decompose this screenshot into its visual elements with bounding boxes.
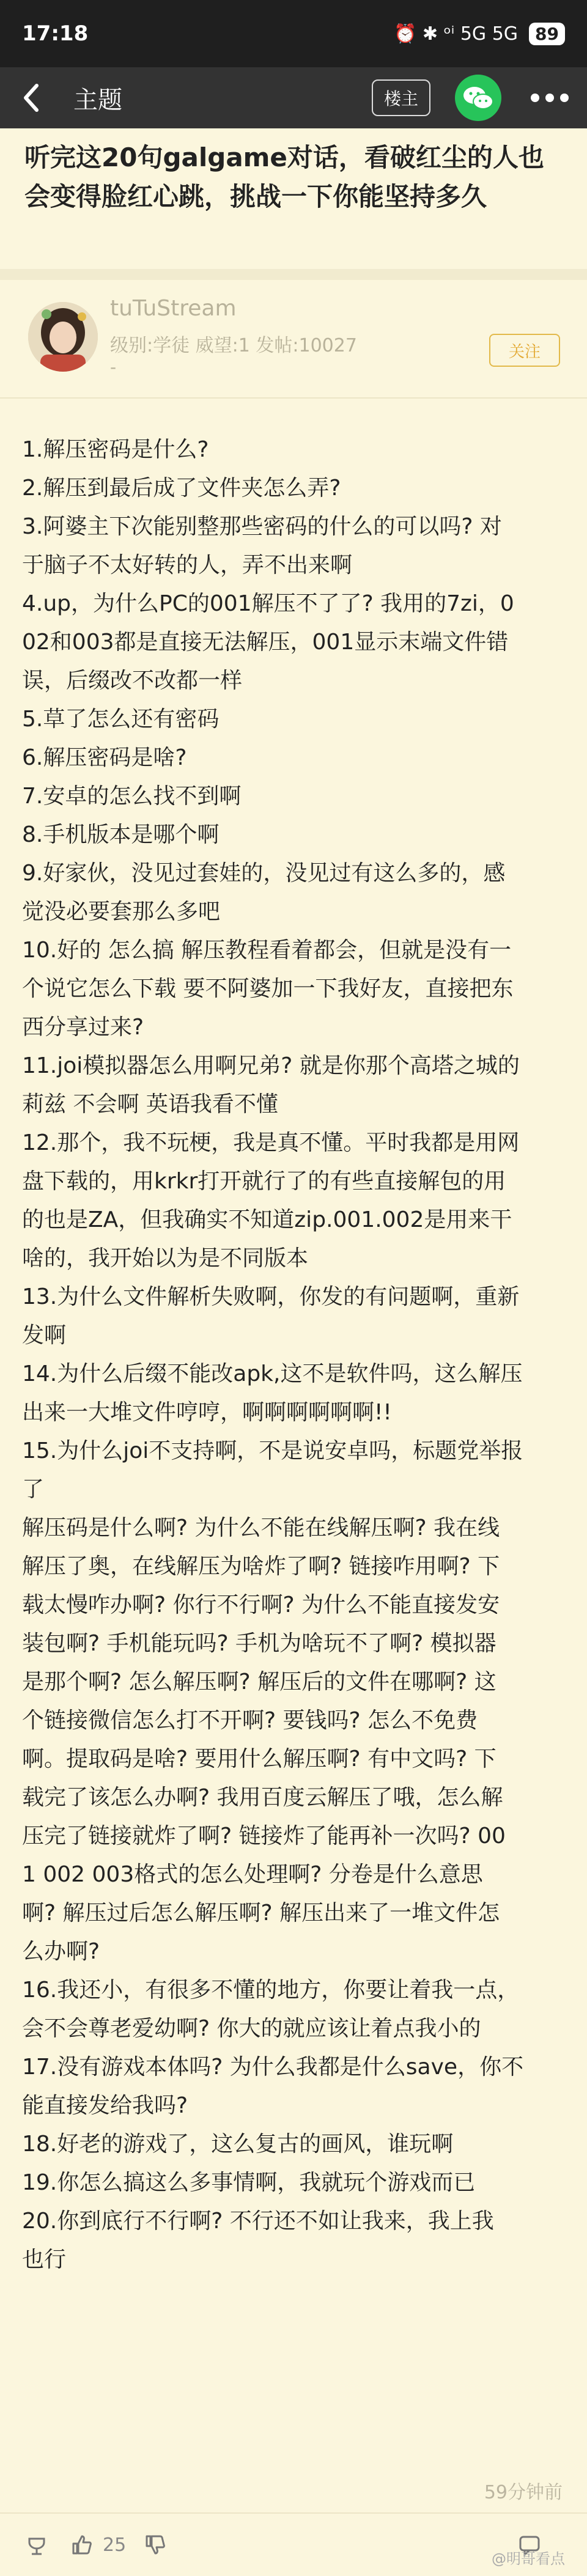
post-line: 1.解压密码是什么? [22,437,209,462]
post-line: 莉兹 不会啊 英语我看不懂 [22,1092,278,1117]
post-line: 觉没必要套那么多吧 [22,899,221,924]
post-line: 是那个啊? 怎么解压啊? 解压后的文件在哪啊? 这 [22,1669,497,1695]
post-line: 18.好老的游戏了，这么复古的画风，谁玩啊 [22,2132,454,2157]
post-line: 解压了奥，在线解压为啥炸了啊? 链接咋用啊? 下 [22,1554,500,1579]
post-line: 3.阿婆主下次能别整那些密码的什么的可以吗? 对 [22,514,502,539]
post-line: 17.没有游戏本体吗? 为什么我都是什么save，你不 [22,2055,524,2080]
post-line: 载完了该怎么办啊? 我用百度云解压了哦，怎么解 [22,1785,503,1810]
post-line: 了 [22,1477,45,1502]
author-signature: - [110,357,117,377]
watermark: @明哥看点 [492,2550,565,2567]
more-icon[interactable] [531,94,569,102]
post-title: 听完这20句galgame对话，看破红尘的人也会变得脸红心跳，挑战一下你能坚持多久 [24,142,544,212]
follow-button[interactable]: 关注 [489,334,560,367]
post-line: 5.草了怎么还有密码 [22,707,220,732]
post-line: 于脑子不太好转的人，弄不出来啊 [22,553,353,578]
post-line: 装包啊? 手机能玩吗? 手机为啥玩不了啊? 模拟器 [22,1631,497,1656]
post-line: 10.好的 怎么搞 解压教程看着都会，但就是没有一 [22,938,512,963]
post-line: 02和003都是直接无法解压，001显示末端文件错 [22,630,509,655]
like-count: 25 [103,2534,127,2556]
dislike-icon[interactable] [143,2533,168,2557]
owner-only-button[interactable]: 楼主 [372,79,430,116]
post-line: 西分享过来? [22,1015,144,1040]
post-line: 7.安卓的怎么找不到啊 [22,784,242,809]
post-line: 11.joi模拟器怎么用啊兄弟? 就是你那个高塔之城的 [22,1053,520,1078]
title-divider [0,269,587,280]
nav-bar [0,67,587,128]
wechat-share-icon[interactable] [455,75,501,121]
status-icons: ⏰ ✱ ᵒⁱ 5G 5G [393,23,519,45]
post-line: 15.为什么joi不支持啊，不是说安卓吗，标题党举报 [22,1438,523,1463]
post-line: 啊。提取码是啥? 要用什么解压啊? 有中文吗? 下 [22,1746,497,1772]
post-line: 2.解压到最后成了文件夹怎么弄? [22,476,341,501]
post-line: 12.那个，我不玩梗，我是真不懂。平时我都是用网 [22,1130,520,1155]
author-divider [0,397,587,399]
post-line: 8.手机版本是哪个啊 [22,822,220,847]
back-icon[interactable] [18,79,43,116]
post-body [22,430,566,2279]
post-line: 么办啊? [22,1939,100,1964]
status-indicators [394,23,565,45]
post-line: 20.你到底行不行啊? 不行还不如让我来，我上我 [22,2209,494,2234]
post-line: 会不会尊老爱幼啊? 你大的就应该让着点我小的 [22,2016,481,2041]
post-line: 载太慢咋办啊? 你行不行啊? 为什么不能直接发安 [22,1592,500,1617]
author-meta: 级别:学徒 威望:1 发帖:10027 [110,335,357,356]
post-line: 发啊 [22,1323,67,1348]
status-bar [0,0,587,67]
post-line: 盘下载的，用krkr打开就行了的有些直接解包的用 [22,1169,506,1194]
post-line: 出来一大堆文件哼哼，啊啊啊啊啊啊!! [22,1400,392,1425]
nav-title: 主题 [73,86,122,114]
post-line: 啥的，我开始以为是不同版本 [22,1246,309,1271]
post-line: 6.解压密码是啥? [22,745,187,770]
post-line: 也行 [22,2247,67,2272]
post-line: 啊? 解压过后怎么解压啊? 解压出来了一堆文件怎 [22,1901,500,1926]
thumbs-up-icon [70,2533,94,2557]
avatar[interactable] [28,302,98,372]
post-line: 19.你怎么搞这么多事情啊，我就玩个游戏而已 [22,2170,476,2195]
post-line: 个链接微信怎么打不开啊? 要钱吗? 怎么不免费 [22,1708,478,1733]
post-line: 解压码是什么啊? 为什么不能在线解压啊? 我在线 [22,1515,500,1540]
post-line: 个说它怎么下载 要不阿婆加一下我好友，直接把东 [22,976,514,1001]
post-line: 13.为什么文件解析失败啊，你发的有问题啊，重新 [22,1284,520,1309]
post-line: 4.up，为什么PC的001解压不了了? 我用的7zi，0 [22,591,514,616]
post-line: 能直接发给我吗? [22,2093,188,2118]
battery-icon: 89 [529,23,565,45]
post-line: 14.为什么后缀不能改apk,这不是软件吗，这么解压 [22,1361,523,1386]
post-line: 压完了链接就炸了啊? 链接炸了能再补一次吗? 00 [22,1823,506,1849]
author-name[interactable]: tuTuStream [110,296,237,321]
post-line: 的也是ZA，但我确实不知道zip.001.002是用来干 [22,1207,512,1232]
status-time: 17:18 [22,21,89,46]
post-line: 误，后缀改不改都一样 [22,668,243,693]
like-button[interactable] [70,2533,126,2557]
post-line: 1 002 003格式的怎么处理啊? 分卷是什么意思 [22,1862,483,1887]
post-line: 16.我还小，有很多不懂的地方，你要让着我一点， [22,1978,520,2003]
post-time: 59分钟前 [484,2482,563,2503]
post-line: 9.好家伙，没见过套娃的，没见过有这么多的，感 [22,861,506,886]
reward-icon[interactable] [24,2533,49,2557]
